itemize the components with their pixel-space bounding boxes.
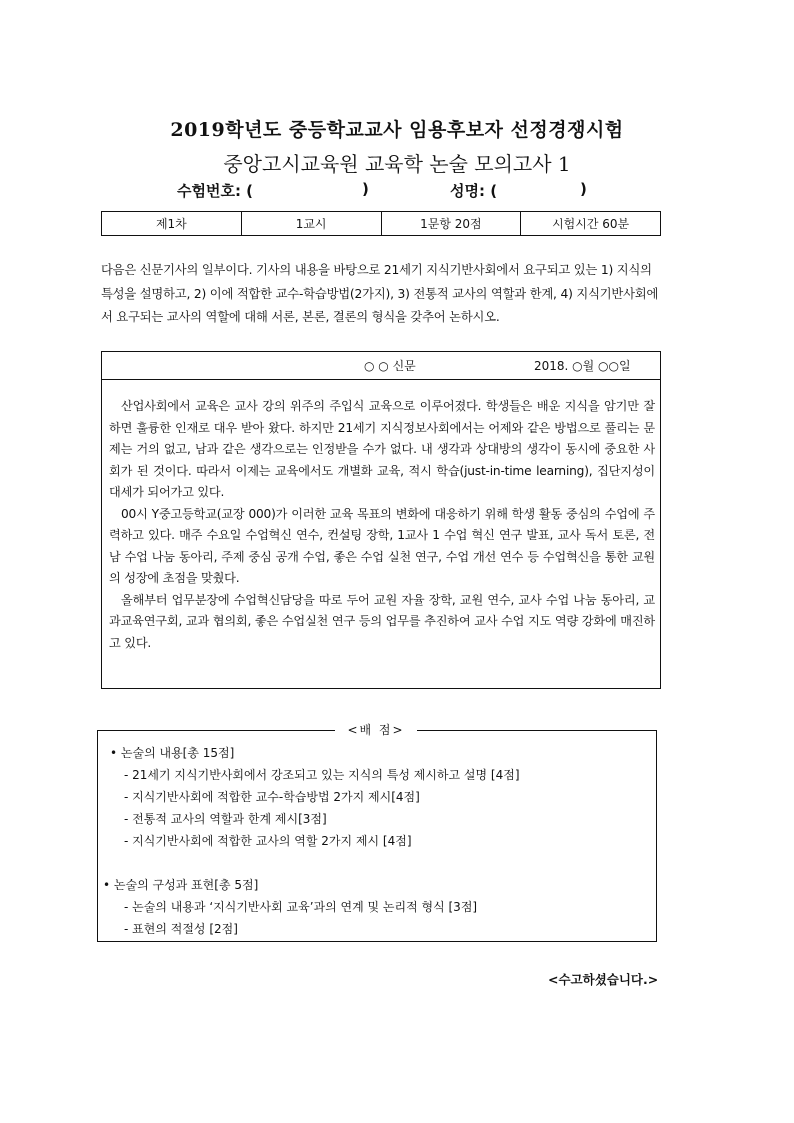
info-cell-session: 제1차 xyxy=(102,212,242,236)
article-paragraph: 산업사회에서 교육은 교사 강의 위주의 주입식 교육으로 이루어졌다. 학생들은 배운 지식을 암기만 잘 하면 훌륭한 인재로 대우 받아 왔다. 하지만 21세기 지식정보사회에서는 어제와 같은 방법으로 풀리는 문제는 거의 없고, 남과 같은 생각으로는 인정받을 수가 없다. 내 생각과 상대방의 생각이 동시에 중요한 사회가 된 것이다. 따라서 이제는 교육에서도 개별화 교육, 적시 학습(just-in-time learning), 집단지성이 대세가 되어가고 있다. xyxy=(109,399,655,499)
name-close: ) xyxy=(580,180,587,198)
article-date: 2018. ○월 ○○일 xyxy=(534,359,631,373)
article-box xyxy=(101,351,661,689)
scoring-section-heading: • 논술의 구성과 표현[총 5점] xyxy=(103,878,259,892)
article-body xyxy=(109,396,655,654)
scoring-item: - 지식기반사회에 적합한 교사의 역할 2가지 제시 [4점] xyxy=(124,834,412,848)
scoring-title: <배 점> xyxy=(335,721,417,738)
scoring-item: - 지식기반사회에 적합한 교수-학습방법 2가지 제시[4점] xyxy=(124,790,420,804)
scoring-item: - 전통적 교사의 역할과 한계 제시[3점] xyxy=(124,812,327,826)
article-header xyxy=(102,352,660,380)
exam-number-close: ) xyxy=(362,180,369,198)
exam-title: 2019학년도 중등학교교사 임용후보자 선정경쟁시험 xyxy=(170,119,624,141)
article-paragraph: 00시 Y중고등학교(교장 000)가 이러한 교육 목표의 변화에 대응하기 위해 학생 활동 중심의 수업에 주력하고 있다. 매주 수요일 수업혁신 연수, 컨설팅 장학, 1교사 1 수업 혁신 연구 발표, 교사 독서 토론, 전남 수업 나눔 동아리, 주제 중심 공개 수업, 좋은 수업 실천 연구, 수업 개선 연수 등 수업혁신을 통한 교원의 성장에 초점을 맞췄다. xyxy=(109,506,655,585)
scoring-section-heading: • 논술의 내용[총 15점] xyxy=(110,746,235,760)
closing-note: <수고하셨습니다.> xyxy=(548,972,659,987)
question-prompt: 다음은 신문기사의 일부이다. 기사의 내용을 바탕으로 21세기 지식기반사회에서 요구되고 있는 1) 지식의 특성을 설명하고, 2) 이에 적합한 교수-학습방법(2가지), 3) 전통적 교사의 역할과 한계, 4) 지식기반사회에서 요구되는 교사의 역할에 대해 서론, 본론, 결론의 형식을 갖추어 논하시오. xyxy=(101,263,659,324)
scoring-item: - 논술의 내용과 ‘지식기반사회 교육’과의 연계 및 논리적 형식 [3점] xyxy=(124,900,478,914)
candidate-info-line xyxy=(0,180,794,202)
name-label: 성명: ( xyxy=(450,182,498,200)
info-cell-period: 1교시 xyxy=(241,212,381,236)
exam-info-table xyxy=(101,211,661,236)
info-cell-time: 시험시간 60분 xyxy=(521,212,661,236)
info-cell-points: 1문항 20점 xyxy=(381,212,521,236)
scoring-item: - 21세기 지식기반사회에서 강조되고 있는 지식의 특성 제시하고 설명 [4점] xyxy=(124,768,520,782)
scoring-item: - 표현의 적절성 [2점] xyxy=(124,922,238,936)
exam-number-label: 수험번호: ( xyxy=(177,182,254,200)
exam-subtitle: 중앙고시교육원 교육학 논술 모의고사 1 xyxy=(223,152,571,176)
newspaper-name: ○ ○ 신문 xyxy=(364,359,416,373)
article-paragraph: 올해부터 업무분장에 수업혁신담당을 따로 두어 교원 자율 장학, 교원 연수, 교사 수업 나눔 동아리, 교과교육연구회, 교과 협의회, 좋은 수업실천 연구 등의 업무를 추진하여 교사 수업 지도 역량 강화에 매진하고 있다. xyxy=(109,592,655,650)
